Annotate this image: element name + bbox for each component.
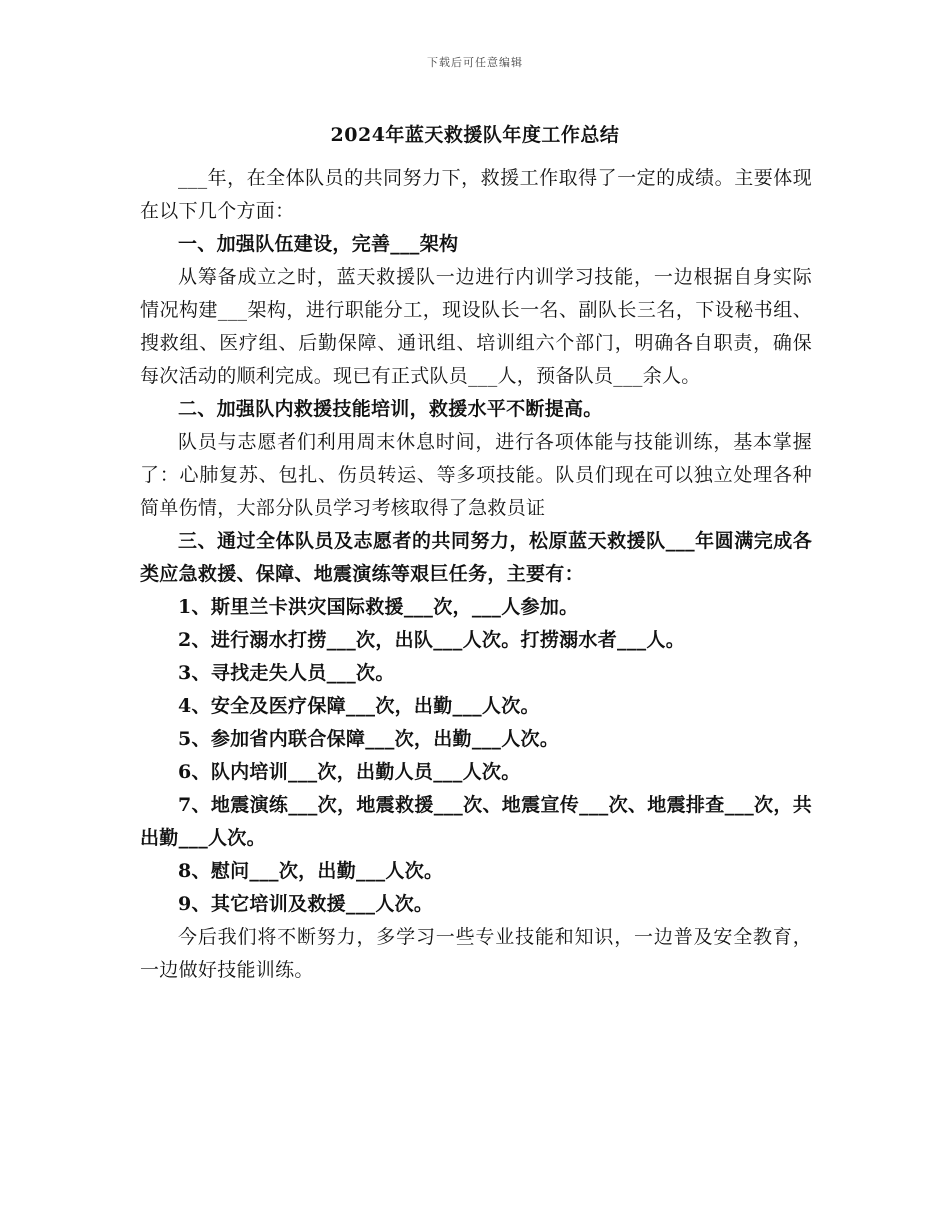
list-item: 3、寻找走失人员___次。 [178, 662, 395, 684]
section-heading-3: 三、通过全体队员及志愿者的共同努力，松原蓝天救援队___年圆满完成各类应急救援、保障、地震演练等艰巨任务，主要有： [140, 530, 812, 585]
document-title: 2024年蓝天救援队年度工作总结 [330, 124, 620, 146]
section-heading-1: 一、加强队伍建设，完善___架构 [178, 233, 459, 255]
list-item: 6、队内培训___次，出勤人员___人次。 [178, 761, 521, 783]
header-note: 下载后可任意编辑 [427, 56, 523, 69]
list-item: 4、安全及医疗保障___次，出勤___人次。 [178, 695, 540, 717]
document-body [140, 162, 812, 987]
section-heading-2: 二、加强队内救援技能培训，救援水平不断提高。 [178, 398, 603, 420]
paragraph-section-2: 队员与志愿者们利用周末休息时间，进行各项体能与技能训练，基本掌握了：心肺复苏、包扎、伤员转运、等多项技能。队员们现在可以独立处理各种简单伤情，大部分队员学习考核取得了急救员证 [140, 431, 812, 519]
paragraph-closing: 今后我们将不断努力，多学习一些专业技能和知识，一边普及安全教育，一边做好技能训练。 [140, 926, 812, 981]
list-item: 5、参加省内联合保障___次，出勤___人次。 [178, 728, 560, 750]
paragraph-intro: ___年，在全体队员的共同努力下，救援工作取得了一定的成绩。主要体现在以下几个方面： [140, 167, 812, 222]
list-item: 7、地震演练___次，地震救援___次、地震宣传___次、地震排查___次，共出勤___人次。 [140, 794, 812, 849]
list-item: 2、进行溺水打捞___次，出队___人次。打捞溺水者___人。 [178, 629, 686, 651]
list-item: 1、斯里兰卡洪灾国际救援___次，___人参加。 [178, 596, 579, 618]
list-item: 9、其它培训及救援___人次。 [178, 893, 434, 915]
paragraph-section-1: 从筹备成立之时，蓝天救援队一边进行内训学习技能，一边根据自身实际情况构建___架构，进行职能分工，现设队长一名、副队长三名，下设秘书组、搜救组、医疗组、后勤保障、通讯组、培训组六个部门，明确各自职责，确保每次活动的顺利完成。现已有正式队员___人，预备队员___余人。 [140, 266, 812, 387]
list-item: 8、慰问___次，出勤___人次。 [178, 860, 444, 882]
